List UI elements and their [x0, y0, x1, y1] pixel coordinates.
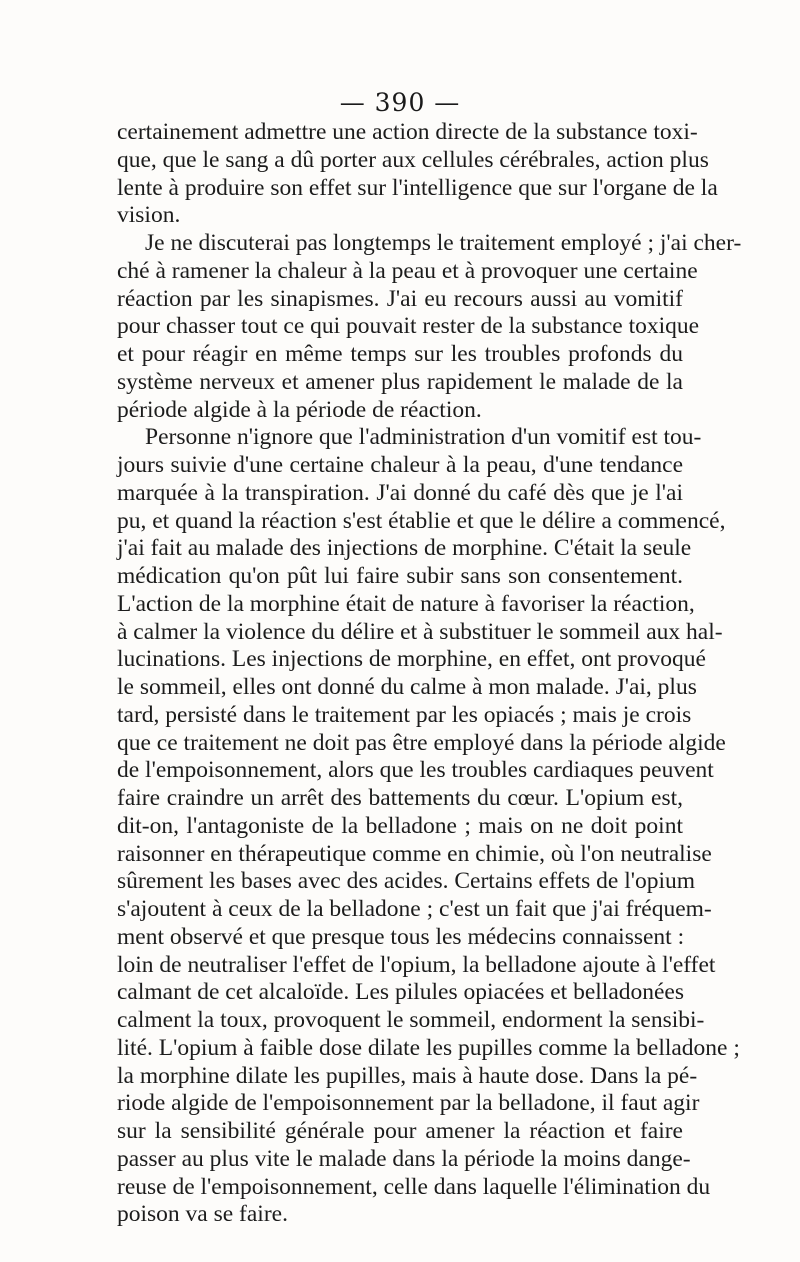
text-line: ment observé et que presque tous les médecins connaissent :	[117, 923, 685, 950]
text-line: Personne n'ignore que l'administration d'un vomitif est tou-	[145, 424, 702, 451]
text-line: la morphine dilate les pupilles, mais à haute dose. Dans la pé-	[117, 1062, 698, 1089]
text-line: s'ajoutent à ceux de la belladone ; c'est un fait que j'ai fréquem-	[117, 896, 712, 922]
text-line: pour chasser tout ce qui pouvait rester de la substance toxique	[117, 313, 700, 340]
text-line: Je ne discuterai pas longtemps le traitement employé ; j'ai cher-	[145, 230, 742, 256]
text-line: que ce traitement ne doit pas être employé dans la période algide	[117, 729, 726, 756]
text-line: sur la sensibilité générale pour amener la réaction et faire	[117, 1118, 683, 1144]
text-line: lucinations. Les injections de morphine, en effet, ont provoqué	[117, 646, 706, 673]
text-line: de l'empoisonnement, alors que les troubles cardiaques peuvent	[117, 757, 714, 784]
text-line: j'ai fait au malade des injections de morphine. C'était la seule	[117, 535, 692, 562]
text-line: et pour réagir en même temps sur les troubles profonds du	[117, 341, 683, 367]
paragraph-1	[117, 119, 718, 230]
text-line: marquée à la transpiration. J'ai donné du café dès que je l'ai	[117, 479, 683, 506]
text-line: sûrement les bases avec des acides. Certains effets de l'opium	[117, 868, 696, 895]
text-line: ché à ramener la chaleur à la peau et à provoquer une certaine	[117, 257, 698, 284]
paragraph-2	[117, 230, 742, 424]
text-line: tard, persisté dans le traitement par les opiacés ; mais je crois	[117, 701, 692, 728]
text-line: raisonner en thérapeutique comme en chimie, où l'on neutralise	[117, 840, 712, 867]
page-number: — 390 —	[339, 88, 461, 117]
text-line: pu, et quand la réaction s'est établie et que le délire a commencé,	[117, 507, 726, 534]
text-line: certainement admettre une action directe de la substance toxi-	[117, 119, 698, 145]
text-line: poison va se faire.	[117, 1201, 288, 1228]
text-line: riode algide de l'empoisonnement par la belladone, il faut agir	[117, 1090, 700, 1117]
text-line: faire craindre un arrêt des battements du cœur. L'opium est,	[117, 785, 683, 811]
text-line: système nerveux et amener plus rapidement le malade de la	[117, 368, 683, 395]
text-line: passer au plus vite le malade dans la période la moins dange-	[117, 1145, 691, 1172]
text-line: loin de neutraliser l'effet de l'opium, la belladone ajoute à l'effet	[117, 951, 716, 978]
text-line: calment la toux, provoquent le sommeil, endorment la sensibi-	[117, 1007, 705, 1033]
text-line: à calmer la violence du délire et à substituer le sommeil aux hal-	[117, 618, 723, 645]
text-line: médication qu'on pût lui faire subir sans son consentement.	[117, 563, 683, 589]
text-line: vision.	[117, 202, 181, 229]
text-line: reuse de l'empoisonnement, celle dans laquelle l'élimination du	[117, 1173, 711, 1200]
text-line: le sommeil, elles ont donné du calme à mon malade. J'ai, plus	[117, 674, 697, 700]
text-line: période algide à la période de réaction.	[117, 396, 482, 423]
text-line: que, que le sang a dû porter aux cellules cérébrales, action plus	[117, 146, 709, 173]
text-line: calmant de cet alcaloïde. Les pilules opiacées et belladonées	[117, 979, 685, 1006]
text-line: L'action de la morphine était de nature à favoriser la réaction,	[117, 590, 695, 617]
text-line: lente à produire son effet sur l'intelligence que sur l'organe de la	[117, 174, 718, 201]
paragraph-3	[117, 424, 740, 1229]
text-line: jours suivie d'une certaine chaleur à la peau, d'une tendance	[117, 452, 683, 478]
body-text	[117, 119, 742, 1229]
text-line: lité. L'opium à faible dose dilate les pupilles comme la belladone ;	[117, 1034, 740, 1061]
text-line: réaction par les sinapismes. J'ai eu recours aussi au vomitif	[117, 285, 683, 312]
text-line: dit-on, l'antagoniste de la belladone ; mais on ne doit point	[117, 812, 683, 839]
